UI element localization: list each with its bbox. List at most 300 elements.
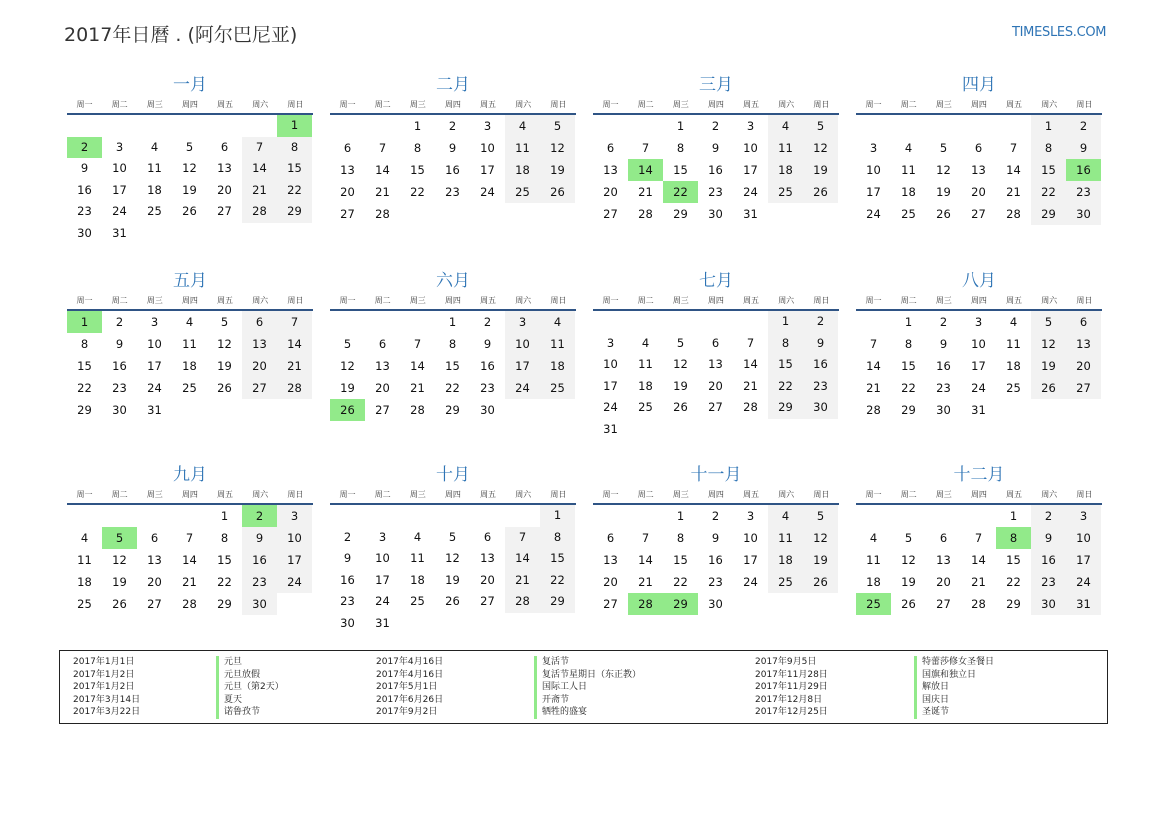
day-cell[interactable]: 15 xyxy=(277,158,312,180)
day-cell[interactable]: 12 xyxy=(112,553,127,567)
day-cell[interactable]: 31 xyxy=(1066,593,1101,615)
day-cell[interactable]: 11 xyxy=(410,551,425,565)
day-cell[interactable]: 6 xyxy=(939,531,948,545)
day-cell[interactable]: 19 xyxy=(217,359,232,373)
day-cell[interactable]: 30 xyxy=(803,397,838,419)
day-cell[interactable]: 26 xyxy=(540,181,575,203)
day-cell[interactable]: 28 xyxy=(1006,207,1021,221)
day-cell[interactable]: 22 xyxy=(673,575,688,589)
day-cell[interactable]: 2 xyxy=(343,529,352,544)
day-cell[interactable]: 4 xyxy=(869,531,878,545)
day-cell[interactable]: 22 xyxy=(768,376,803,398)
day-cell[interactable]: 10 xyxy=(743,531,758,545)
day-cell[interactable]: 29 xyxy=(217,597,232,611)
day-cell[interactable]: 7 xyxy=(746,335,755,350)
day-cell[interactable]: 30 xyxy=(1031,593,1066,615)
day-cell[interactable]: 4 xyxy=(540,311,575,333)
day-cell[interactable]: 25 xyxy=(768,181,803,203)
day-cell[interactable]: 11 xyxy=(77,553,92,567)
day-cell[interactable]: 10 xyxy=(375,551,390,565)
day-cell[interactable]: 24 xyxy=(1066,571,1101,593)
day-cell[interactable]: 8 xyxy=(80,337,89,351)
day-cell[interactable]: 14 xyxy=(242,158,277,180)
day-cell[interactable]: 6 xyxy=(711,335,720,350)
day-cell[interactable]: 23 xyxy=(242,571,277,593)
day-cell[interactable]: 19 xyxy=(112,575,127,589)
day-cell[interactable]: 23 xyxy=(803,376,838,398)
day-cell[interactable]: 25 xyxy=(410,594,425,608)
day-cell[interactable]: 19 xyxy=(673,378,688,393)
day-cell[interactable]: 22 xyxy=(663,181,698,203)
day-cell[interactable]: 18 xyxy=(768,159,803,181)
day-cell[interactable]: 19 xyxy=(182,182,197,197)
day-cell[interactable]: 1 xyxy=(676,509,685,523)
day-cell[interactable]: 24 xyxy=(480,185,495,199)
day-cell[interactable]: 15 xyxy=(217,553,232,567)
day-cell[interactable]: 19 xyxy=(803,549,838,571)
day-cell[interactable]: 8 xyxy=(220,531,229,545)
day-cell[interactable]: 4 xyxy=(904,141,913,155)
day-cell[interactable]: 9 xyxy=(242,527,277,549)
day-cell[interactable]: 10 xyxy=(480,141,495,155)
day-cell[interactable]: 27 xyxy=(340,207,355,221)
day-cell[interactable]: 20 xyxy=(1066,355,1101,377)
day-cell[interactable]: 3 xyxy=(1066,505,1101,527)
day-cell[interactable]: 19 xyxy=(540,159,575,181)
day-cell[interactable]: 31 xyxy=(112,225,127,240)
day-cell[interactable]: 15 xyxy=(901,359,916,373)
day-cell[interactable]: 24 xyxy=(112,204,127,218)
day-cell[interactable]: 16 xyxy=(803,354,838,376)
day-cell[interactable]: 7 xyxy=(242,137,277,159)
day-cell[interactable]: 30 xyxy=(1066,203,1101,225)
day-cell[interactable]: 29 xyxy=(901,403,916,417)
day-cell[interactable]: 28 xyxy=(866,403,881,417)
day-cell[interactable]: 20 xyxy=(375,381,390,395)
day-cell[interactable]: 1 xyxy=(768,311,803,333)
day-cell[interactable]: 30 xyxy=(340,615,355,630)
day-cell[interactable]: 30 xyxy=(242,593,277,615)
day-cell[interactable]: 15 xyxy=(1031,159,1066,181)
day-cell[interactable]: 29 xyxy=(445,403,460,417)
day-cell[interactable]: 13 xyxy=(147,553,162,567)
day-cell[interactable]: 24 xyxy=(277,571,312,593)
day-cell[interactable]: 25 xyxy=(182,381,197,395)
day-cell[interactable]: 25 xyxy=(77,597,92,611)
brand-logo[interactable]: TIMESLES.COM xyxy=(1012,25,1107,40)
day-cell[interactable]: 6 xyxy=(974,141,983,155)
day-cell[interactable]: 15 xyxy=(673,163,688,177)
day-cell[interactable]: 2 xyxy=(67,137,102,159)
day-cell[interactable]: 2 xyxy=(242,505,277,527)
day-cell[interactable]: 18 xyxy=(410,572,425,587)
day-cell[interactable]: 17 xyxy=(971,359,986,373)
day-cell[interactable]: 7 xyxy=(378,141,387,155)
day-cell[interactable]: 9 xyxy=(1031,527,1066,549)
day-cell[interactable]: 22 xyxy=(217,575,232,589)
day-cell[interactable]: 22 xyxy=(410,185,425,199)
day-cell[interactable]: 8 xyxy=(448,337,457,351)
day-cell[interactable]: 20 xyxy=(936,575,951,589)
day-cell[interactable]: 30 xyxy=(112,403,127,417)
day-cell[interactable]: 29 xyxy=(663,593,698,615)
day-cell[interactable]: 24 xyxy=(743,185,758,199)
day-cell[interactable]: 29 xyxy=(673,207,688,221)
day-cell[interactable]: 20 xyxy=(603,185,618,199)
day-cell[interactable]: 24 xyxy=(505,377,540,399)
day-cell[interactable]: 25 xyxy=(147,204,162,218)
day-cell[interactable]: 9 xyxy=(343,551,352,565)
day-cell[interactable]: 3 xyxy=(277,505,312,527)
day-cell[interactable]: 23 xyxy=(340,594,355,608)
day-cell[interactable]: 31 xyxy=(743,207,758,221)
day-cell[interactable]: 16 xyxy=(936,359,951,373)
day-cell[interactable]: 14 xyxy=(1006,163,1021,177)
day-cell[interactable]: 26 xyxy=(217,381,232,395)
day-cell[interactable]: 4 xyxy=(150,139,159,154)
day-cell[interactable]: 2 xyxy=(115,315,124,329)
day-cell[interactable]: 29 xyxy=(1006,597,1021,611)
day-cell[interactable]: 23 xyxy=(1031,571,1066,593)
day-cell[interactable]: 23 xyxy=(708,185,723,199)
day-cell[interactable]: 16 xyxy=(1066,159,1101,181)
day-cell[interactable]: 17 xyxy=(743,553,758,567)
day-cell[interactable]: 2 xyxy=(1031,505,1066,527)
day-cell[interactable]: 22 xyxy=(901,381,916,395)
day-cell[interactable]: 28 xyxy=(971,597,986,611)
day-cell[interactable]: 19 xyxy=(445,572,460,587)
day-cell[interactable]: 24 xyxy=(866,207,881,221)
day-cell[interactable]: 5 xyxy=(1031,311,1066,333)
day-cell[interactable]: 13 xyxy=(217,161,232,175)
day-cell[interactable]: 19 xyxy=(340,381,355,395)
day-cell[interactable]: 17 xyxy=(866,185,881,199)
day-cell[interactable]: 15 xyxy=(445,359,460,373)
day-cell[interactable]: 31 xyxy=(603,421,618,436)
day-cell[interactable]: 10 xyxy=(1066,527,1101,549)
day-cell[interactable]: 30 xyxy=(480,403,495,417)
day-cell[interactable]: 31 xyxy=(971,403,986,417)
day-cell[interactable]: 16 xyxy=(77,182,92,197)
day-cell[interactable]: 7 xyxy=(277,311,312,333)
day-cell[interactable]: 3 xyxy=(974,315,983,329)
day-cell[interactable]: 16 xyxy=(1031,549,1066,571)
day-cell[interactable]: 27 xyxy=(708,400,723,414)
day-cell[interactable]: 20 xyxy=(217,182,232,197)
day-cell[interactable]: 21 xyxy=(242,180,277,202)
day-cell[interactable]: 6 xyxy=(606,531,615,545)
day-cell[interactable]: 4 xyxy=(80,531,89,545)
day-cell[interactable]: 20 xyxy=(340,185,355,199)
day-cell[interactable]: 3 xyxy=(746,509,755,523)
day-cell[interactable]: 23 xyxy=(112,381,127,395)
day-cell[interactable]: 19 xyxy=(936,185,951,199)
day-cell[interactable]: 9 xyxy=(711,141,720,155)
day-cell[interactable]: 25 xyxy=(505,181,540,203)
day-cell[interactable]: 29 xyxy=(768,397,803,419)
day-cell[interactable]: 14 xyxy=(743,357,758,371)
day-cell[interactable]: 6 xyxy=(606,141,615,155)
day-cell[interactable]: 9 xyxy=(1066,137,1101,159)
day-cell[interactable]: 9 xyxy=(939,337,948,351)
day-cell[interactable]: 27 xyxy=(375,403,390,417)
day-cell[interactable]: 20 xyxy=(242,355,277,377)
day-cell[interactable]: 12 xyxy=(803,527,838,549)
day-cell[interactable]: 31 xyxy=(147,403,162,417)
day-cell[interactable]: 6 xyxy=(1066,311,1101,333)
day-cell[interactable]: 6 xyxy=(483,529,492,544)
day-cell[interactable]: 29 xyxy=(77,403,92,417)
day-cell[interactable]: 4 xyxy=(1009,315,1018,329)
day-cell[interactable]: 25 xyxy=(901,207,916,221)
day-cell[interactable]: 13 xyxy=(242,333,277,355)
day-cell[interactable]: 14 xyxy=(505,548,540,570)
day-cell[interactable]: 18 xyxy=(147,182,162,197)
day-cell[interactable]: 24 xyxy=(603,400,618,414)
day-cell[interactable]: 26 xyxy=(936,207,951,221)
day-cell[interactable]: 21 xyxy=(410,381,425,395)
day-cell[interactable]: 15 xyxy=(410,163,425,177)
day-cell[interactable]: 8 xyxy=(540,527,575,549)
day-cell[interactable]: 8 xyxy=(413,141,422,155)
day-cell[interactable]: 12 xyxy=(1031,333,1066,355)
day-cell[interactable]: 19 xyxy=(803,159,838,181)
day-cell[interactable]: 23 xyxy=(708,575,723,589)
day-cell[interactable]: 30 xyxy=(708,207,723,221)
day-cell[interactable]: 6 xyxy=(378,337,387,351)
day-cell[interactable]: 11 xyxy=(638,357,653,371)
day-cell[interactable]: 25 xyxy=(638,400,653,414)
day-cell[interactable]: 27 xyxy=(603,597,618,611)
day-cell[interactable]: 26 xyxy=(1031,377,1066,399)
day-cell[interactable]: 26 xyxy=(803,181,838,203)
day-cell[interactable]: 1 xyxy=(1009,509,1018,523)
day-cell[interactable]: 5 xyxy=(939,141,948,155)
day-cell[interactable]: 17 xyxy=(505,355,540,377)
day-cell[interactable]: 21 xyxy=(743,378,758,393)
day-cell[interactable]: 18 xyxy=(638,378,653,393)
day-cell[interactable]: 11 xyxy=(901,163,916,177)
day-cell[interactable]: 16 xyxy=(708,163,723,177)
day-cell[interactable]: 17 xyxy=(743,163,758,177)
day-cell[interactable]: 17 xyxy=(603,378,618,393)
day-cell[interactable]: 21 xyxy=(866,381,881,395)
day-cell[interactable]: 22 xyxy=(1006,575,1021,589)
day-cell[interactable]: 6 xyxy=(343,141,352,155)
day-cell[interactable]: 18 xyxy=(768,549,803,571)
day-cell[interactable]: 2 xyxy=(711,509,720,523)
day-cell[interactable]: 14 xyxy=(971,553,986,567)
day-cell[interactable]: 2 xyxy=(448,119,457,133)
day-cell[interactable]: 9 xyxy=(115,337,124,351)
day-cell[interactable]: 17 xyxy=(1066,549,1101,571)
day-cell[interactable]: 26 xyxy=(445,594,460,608)
day-cell[interactable]: 20 xyxy=(480,572,495,587)
day-cell[interactable]: 5 xyxy=(102,527,137,549)
day-cell[interactable]: 27 xyxy=(217,204,232,218)
day-cell[interactable]: 13 xyxy=(708,357,723,371)
day-cell[interactable]: 25 xyxy=(1006,381,1021,395)
day-cell[interactable]: 19 xyxy=(1031,355,1066,377)
day-cell[interactable]: 28 xyxy=(242,201,277,223)
day-cell[interactable]: 14 xyxy=(638,553,653,567)
day-cell[interactable]: 17 xyxy=(277,549,312,571)
day-cell[interactable]: 12 xyxy=(673,357,688,371)
day-cell[interactable]: 14 xyxy=(182,553,197,567)
day-cell[interactable]: 2 xyxy=(1066,115,1101,137)
day-cell[interactable]: 1 xyxy=(540,505,575,527)
day-cell[interactable]: 13 xyxy=(971,163,986,177)
day-cell[interactable]: 11 xyxy=(768,137,803,159)
day-cell[interactable]: 6 xyxy=(150,531,159,545)
day-cell[interactable]: 1 xyxy=(277,115,312,137)
day-cell[interactable]: 8 xyxy=(1031,137,1066,159)
day-cell[interactable]: 24 xyxy=(971,381,986,395)
day-cell[interactable]: 28 xyxy=(638,207,653,221)
day-cell[interactable]: 12 xyxy=(936,163,951,177)
day-cell[interactable]: 12 xyxy=(540,137,575,159)
day-cell[interactable]: 16 xyxy=(445,163,460,177)
day-cell[interactable]: 14 xyxy=(375,163,390,177)
day-cell[interactable]: 4 xyxy=(768,115,803,137)
day-cell[interactable]: 6 xyxy=(220,139,229,154)
day-cell[interactable]: 27 xyxy=(971,207,986,221)
day-cell[interactable]: 7 xyxy=(974,531,983,545)
day-cell[interactable]: 21 xyxy=(182,575,197,589)
day-cell[interactable]: 24 xyxy=(147,381,162,395)
day-cell[interactable]: 10 xyxy=(866,163,881,177)
day-cell[interactable]: 9 xyxy=(80,161,89,175)
day-cell[interactable]: 10 xyxy=(505,333,540,355)
day-cell[interactable]: 8 xyxy=(996,527,1031,549)
day-cell[interactable]: 5 xyxy=(540,115,575,137)
day-cell[interactable]: 13 xyxy=(603,163,618,177)
day-cell[interactable]: 22 xyxy=(277,180,312,202)
day-cell[interactable]: 2 xyxy=(483,315,492,329)
day-cell[interactable]: 18 xyxy=(540,355,575,377)
day-cell[interactable]: 10 xyxy=(112,161,127,175)
day-cell[interactable]: 18 xyxy=(1006,359,1021,373)
day-cell[interactable]: 16 xyxy=(708,553,723,567)
day-cell[interactable]: 22 xyxy=(445,381,460,395)
day-cell[interactable]: 11 xyxy=(768,527,803,549)
day-cell[interactable]: 27 xyxy=(936,597,951,611)
day-cell[interactable]: 21 xyxy=(277,355,312,377)
day-cell[interactable]: 29 xyxy=(1031,203,1066,225)
day-cell[interactable]: 20 xyxy=(603,575,618,589)
day-cell[interactable]: 10 xyxy=(147,337,162,351)
day-cell[interactable]: 5 xyxy=(803,505,838,527)
day-cell[interactable]: 3 xyxy=(606,335,615,350)
day-cell[interactable]: 4 xyxy=(185,315,194,329)
day-cell[interactable]: 18 xyxy=(866,575,881,589)
day-cell[interactable]: 8 xyxy=(904,337,913,351)
day-cell[interactable]: 15 xyxy=(1006,553,1021,567)
day-cell[interactable]: 21 xyxy=(375,185,390,199)
day-cell[interactable]: 15 xyxy=(768,354,803,376)
day-cell[interactable]: 28 xyxy=(277,377,312,399)
day-cell[interactable]: 13 xyxy=(480,551,495,565)
day-cell[interactable]: 17 xyxy=(480,163,495,177)
day-cell[interactable]: 21 xyxy=(505,570,540,592)
day-cell[interactable]: 12 xyxy=(217,337,232,351)
day-cell[interactable]: 24 xyxy=(743,575,758,589)
day-cell[interactable]: 13 xyxy=(603,553,618,567)
day-cell[interactable]: 9 xyxy=(483,337,492,351)
day-cell[interactable]: 1 xyxy=(67,311,102,333)
day-cell[interactable]: 17 xyxy=(147,359,162,373)
day-cell[interactable]: 28 xyxy=(375,207,390,221)
day-cell[interactable]: 1 xyxy=(1031,115,1066,137)
day-cell[interactable]: 7 xyxy=(185,531,194,545)
day-cell[interactable]: 11 xyxy=(540,333,575,355)
day-cell[interactable]: 7 xyxy=(641,141,650,155)
day-cell[interactable]: 7 xyxy=(505,527,540,549)
day-cell[interactable]: 12 xyxy=(182,161,197,175)
day-cell[interactable]: 21 xyxy=(1006,185,1021,199)
day-cell[interactable]: 23 xyxy=(1066,181,1101,203)
day-cell[interactable]: 14 xyxy=(866,359,881,373)
day-cell[interactable]: 5 xyxy=(803,115,838,137)
day-cell[interactable]: 22 xyxy=(77,381,92,395)
day-cell[interactable]: 5 xyxy=(343,337,352,351)
day-cell[interactable]: 2 xyxy=(711,119,720,133)
day-cell[interactable]: 16 xyxy=(242,549,277,571)
day-cell[interactable]: 26 xyxy=(112,597,127,611)
day-cell[interactable]: 5 xyxy=(676,335,685,350)
day-cell[interactable]: 30 xyxy=(708,597,723,611)
day-cell[interactable]: 23 xyxy=(77,204,92,218)
day-cell[interactable]: 25 xyxy=(856,593,891,615)
day-cell[interactable]: 3 xyxy=(150,315,159,329)
day-cell[interactable]: 27 xyxy=(147,597,162,611)
day-cell[interactable]: 9 xyxy=(711,531,720,545)
day-cell[interactable]: 10 xyxy=(277,527,312,549)
day-cell[interactable]: 11 xyxy=(182,337,197,351)
day-cell[interactable]: 31 xyxy=(375,615,390,630)
day-cell[interactable]: 1 xyxy=(676,119,685,133)
day-cell[interactable]: 23 xyxy=(445,185,460,199)
day-cell[interactable]: 3 xyxy=(483,119,492,133)
day-cell[interactable]: 12 xyxy=(340,359,355,373)
day-cell[interactable]: 15 xyxy=(77,359,92,373)
day-cell[interactable]: 20 xyxy=(708,378,723,393)
day-cell[interactable]: 26 xyxy=(901,597,916,611)
day-cell[interactable]: 1 xyxy=(413,119,422,133)
day-cell[interactable]: 3 xyxy=(869,141,878,155)
day-cell[interactable]: 21 xyxy=(971,575,986,589)
day-cell[interactable]: 18 xyxy=(505,159,540,181)
day-cell[interactable]: 16 xyxy=(340,572,355,587)
day-cell[interactable]: 23 xyxy=(936,381,951,395)
day-cell[interactable]: 30 xyxy=(77,225,92,240)
day-cell[interactable]: 3 xyxy=(505,311,540,333)
day-cell[interactable]: 12 xyxy=(803,137,838,159)
day-cell[interactable]: 4 xyxy=(413,529,422,544)
day-cell[interactable]: 7 xyxy=(641,531,650,545)
day-cell[interactable]: 3 xyxy=(378,529,387,544)
day-cell[interactable]: 7 xyxy=(1009,141,1018,155)
day-cell[interactable]: 27 xyxy=(242,377,277,399)
day-cell[interactable]: 13 xyxy=(1066,333,1101,355)
day-cell[interactable]: 28 xyxy=(743,400,758,414)
day-cell[interactable]: 18 xyxy=(901,185,916,199)
day-cell[interactable]: 11 xyxy=(866,553,881,567)
day-cell[interactable]: 26 xyxy=(330,399,365,421)
day-cell[interactable]: 9 xyxy=(803,333,838,355)
day-cell[interactable]: 25 xyxy=(768,571,803,593)
day-cell[interactable]: 18 xyxy=(77,575,92,589)
